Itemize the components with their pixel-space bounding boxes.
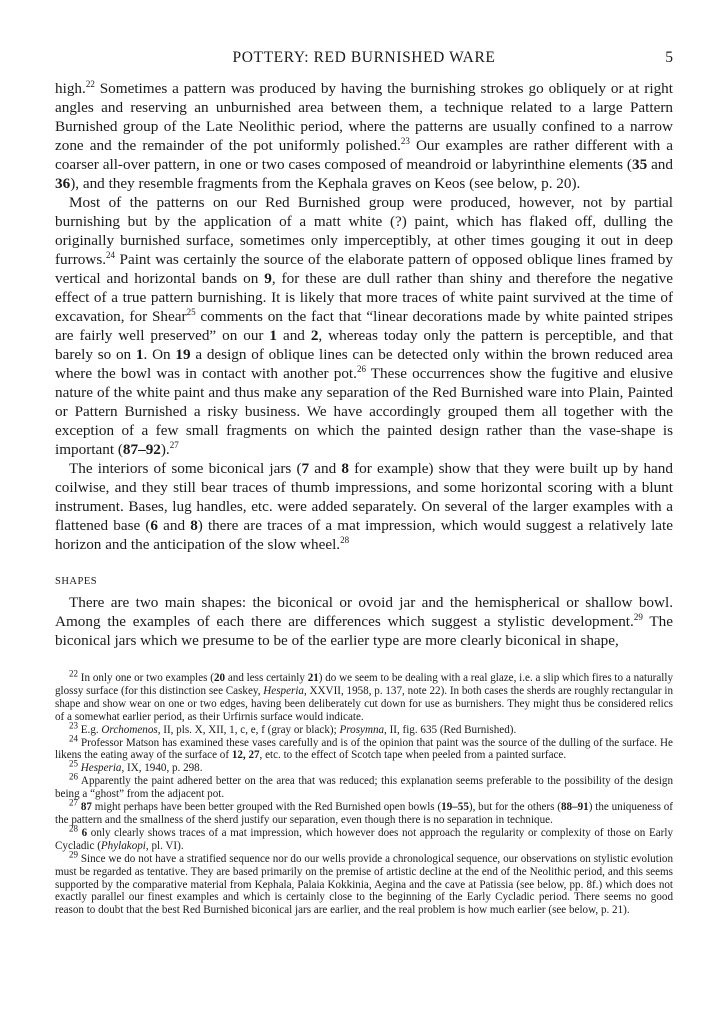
text-run: Since we do not have a stratified sequence nor do our wells provide a chronological sequence, our observations on stylistic evolution must be regarded as tentative. They are based primarily on the premise of artistic decline at the end of the Neolithic period, and this seems supported by the comparative material from Kephala, Palaia Kokkinia, Aegina and the cave at Patissia (see below, pp. 8f.) which does not exactly parallel our finest examples and which is certainly close to the beginning of the Early Cycladic period. There seems no good reason to doubt that the best Red Burnished biconical jars are earlier, and the real problem is how much earlier (see below, p. 21). (55, 852, 673, 917)
text-run: , pl. VI). (145, 839, 184, 852)
text-run: Apparently the paint adhered better on the area that was reduced; this explanation seems preferable to the possibility of the design being a “ghost” from the adjacent pot. (55, 775, 673, 801)
text-run: and less certainly (225, 672, 308, 684)
catalogue-number: 6 (81, 826, 88, 839)
catalogue-number: 19–55 (441, 801, 469, 814)
catalogue-number: 20 (213, 672, 226, 684)
text-run: Sometimes a pattern was produced by having the burnishing strokes go obliquely or at right angles and reserving an unburnished area between them, a technique related to a large Pattern Burnished group of the Late Neolithic period, where the patterns are usually confined to a narrow zone and the remainder of the pot uniformly polished. (55, 80, 673, 154)
text-run: In only one or two examples ( (78, 672, 214, 684)
book-title: Phylakopi (100, 839, 146, 852)
footnote (55, 758, 673, 775)
text-run: E.g. (78, 723, 102, 736)
catalogue-number: 19 (175, 346, 191, 363)
text-run: Most of the patterns on our Red Burnished group were produced, however, not by partial burnishing but by the application of a matt white (?) paint, which has flaked off, dulling the originally burnished surface, sometimes only imperceptibly, at other times gouging it out in deep furrows. (55, 194, 673, 268)
text-run: comments on the fact that “linear decorations made by white painted stripes are fairly well preserved” on our (55, 308, 673, 344)
footnote-ref: 25 (186, 306, 196, 317)
journal-title: Hesperia (80, 762, 122, 775)
catalogue-number: 87–92 (122, 441, 161, 458)
footnote-number: 28 (69, 823, 78, 834)
footnote-number: 25 (69, 758, 78, 769)
page-number: 5 (665, 49, 673, 66)
paragraph (55, 593, 673, 650)
text-run: , etc. to the effect of Scotch tape when peeled from a painted surface. (259, 749, 567, 762)
main-text (55, 79, 673, 650)
footnote-ref: 27 (169, 439, 179, 450)
text-run: and (277, 327, 311, 344)
journal-title: Hesperia (263, 684, 304, 697)
catalogue-number: 7 (301, 460, 310, 477)
footnote-ref: 24 (106, 249, 116, 260)
text-run: for example) show that they were built up by hand coilwise, and they still bear traces of thumb impressions, and some horizontal scoring with a blunt instrument. Bases, lug handles, etc. were added separately. On several of the larger examples with a flattened base ( (55, 460, 673, 534)
paragraph (55, 459, 673, 554)
catalogue-number: 9 (264, 270, 272, 287)
catalogue-number: 1 (269, 327, 278, 344)
footnote-number: 22 (69, 668, 78, 679)
catalogue-number: 1 (135, 346, 144, 363)
catalogue-number: 2 (310, 327, 319, 344)
paragraph (55, 79, 673, 193)
text-run: , for these are dull rather than shiny and therefore the negative effect of a true pattern burnishing. It is likely that more traces of white paint survived at the time of excavation, for Shear (55, 270, 674, 325)
text-run: Our examples are rather different with a coarser all-over pattern, in one or two cases composed of meandroid or labyrinthine elements ( (55, 137, 674, 173)
section-heading: SHAPES (55, 576, 98, 587)
footnote (55, 668, 673, 724)
footnote-number: 24 (69, 732, 78, 743)
text-run: , whereas today only the pattern is perceptible, and that barely so on (55, 327, 673, 363)
footnotes (55, 668, 674, 917)
text-run: might perhaps have been better grouped with the Red Burnished open bowls ( (91, 801, 442, 814)
footnote (55, 732, 673, 763)
text-run: , XXVII, 1958, p. 137, note 22). In both cases the sherds are roughly rectangular in shape and show wear on one or two edges, having been deliberately cut down for use as burnishers. They might thus be considered relics of a somewhat earlier period, as their Urfirnis surface would indicate. (55, 684, 673, 723)
footnote-number: 29 (69, 849, 78, 859)
text-run: and (647, 156, 673, 173)
text-run: Paint was certainly the source of the elaborate pattern of opposed oblique lines framed by vertical and horizontal bands on (55, 251, 673, 287)
running-head (55, 0, 673, 79)
paragraph (55, 193, 673, 459)
footnote-ref: 22 (85, 78, 95, 89)
footnote-number: 27 (69, 797, 78, 808)
text-run: ), but for the others ( (468, 801, 561, 814)
footnote-ref: 23 (400, 135, 410, 146)
catalogue-number: 21 (307, 672, 319, 684)
text-run: Professor Matson has examined these vases carefully and is of the opinion that paint was the source of the dulling of the surface. He likens the eating away of the surface of (55, 736, 673, 762)
text-run: The biconical jars which we presume to be of the earlier type are more clearly biconical in shape, (55, 613, 673, 649)
catalogue-number: 8 (341, 460, 349, 477)
catalogue-number: 88–91 (560, 801, 589, 814)
text-run: , IX, 1940, p. 298. (121, 762, 203, 775)
footnote (55, 771, 673, 801)
catalogue-number: 12, 27 (231, 749, 260, 762)
text-run: There are two main shapes: the biconical or ovoid jar and the hemispherical or shallow bowl. Among the examples of each there are differences which suggest a stylistic development. (55, 594, 673, 630)
catalogue-number: 87 (80, 801, 92, 814)
text-run: high. (55, 80, 86, 97)
text-run: only clearly shows traces of a mat impression, which however does not approach the regularity or complexity of those on Early Cycladic ( (55, 826, 673, 852)
text-run: , II, pls. X, XII, 1, c, e, f (gray or black); (157, 723, 340, 736)
footnote (55, 849, 673, 918)
text-run: and (158, 517, 191, 534)
catalogue-number: 8 (190, 517, 198, 534)
footnote-ref: 28 (340, 534, 350, 545)
text-run: ) the uniqueness of the pattern and the smallness of the sherd justify our separation, even though there is no separation in technique. (55, 801, 674, 826)
footnote-ref: 29 (633, 611, 643, 622)
text-run: ). (160, 441, 170, 458)
text-run: ), and they resemble fragments from the Kephala graves on Keos (see below, p. 20). (70, 175, 581, 192)
running-title: POTTERY: RED BURNISHED WARE (232, 49, 496, 66)
catalogue-number: 6 (150, 517, 159, 534)
text-run: a design of oblique lines can be detected only within the brown reduced area where the bowl was in contact with another pot. (55, 346, 673, 382)
text-run: and (309, 460, 342, 477)
footnote (55, 719, 673, 737)
text-run: . On (143, 346, 176, 363)
footnote-ref: 26 (356, 363, 366, 374)
footnote-number: 23 (69, 719, 78, 730)
text-run: The interiors of some biconical jars ( (69, 460, 302, 477)
catalogue-number: 36 (55, 175, 71, 192)
footnote (55, 797, 674, 827)
text-run: , II, fig. 635 (Red Burnished). (384, 723, 517, 736)
text-run: These occurrences show the fugitive and elusive nature of the white paint and thus make any separation of the Red Burnished ware into Plain, Painted or Pattern Burnished a risky business. We have accordingly grouped them all together with the exception of a few small fragments on which the painted design rather than the vase-shape is important ( (55, 365, 674, 458)
book-title: Prosymna (339, 723, 385, 736)
catalogue-number: 35 (631, 156, 648, 173)
footnote (55, 823, 673, 853)
text-run: ) do we seem to be dealing with a real glaze, i.e. a slip which fires to a naturally glossy surface (for this distinction see Caskey, (55, 672, 673, 697)
text-run: ) there are traces of a mat impression, which would suggest a relatively late horizon and the anticipation of the slow wheel. (55, 517, 673, 553)
footnote-number: 26 (69, 771, 78, 782)
book-title: Orchomenos (101, 723, 158, 736)
